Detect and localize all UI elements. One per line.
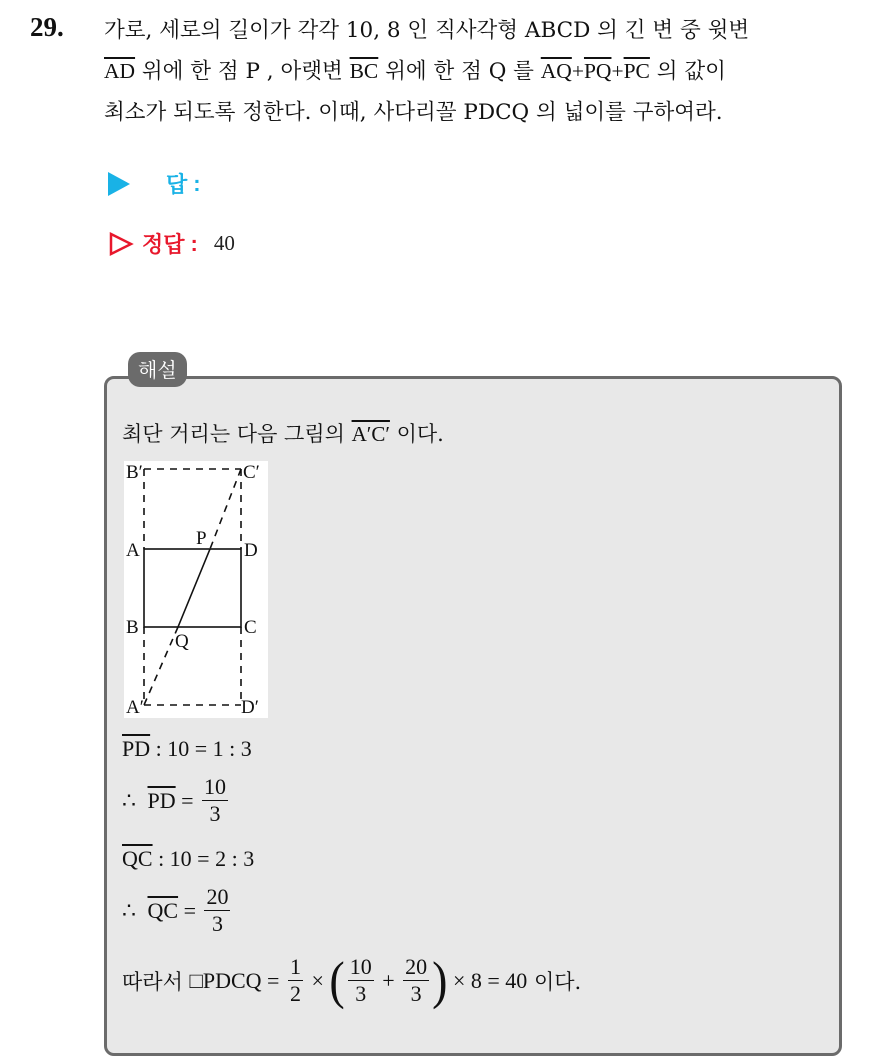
- times-sign: ×: [305, 967, 330, 993]
- numerator: 1: [289, 954, 301, 979]
- fraction-20-3-final: [403, 954, 429, 1007]
- solution-tab: 해설: [128, 352, 187, 387]
- question-line-2: [104, 51, 874, 92]
- denominator: 3: [355, 981, 367, 1006]
- segment-pq: $\overline{PQ}$: [583, 59, 612, 83]
- answer-colon: :: [193, 170, 201, 196]
- rectangle-abcd: [144, 549, 241, 627]
- question-line-2-text: 의 값이: [649, 59, 726, 84]
- answer-label: 답: [166, 172, 188, 197]
- segment-pq-line: [178, 549, 210, 627]
- segment-aq: $\overline{AQ}$: [540, 59, 572, 83]
- correct-answer-colon: :: [190, 230, 198, 256]
- label-d1: D′: [241, 697, 259, 718]
- numerator: 20: [405, 954, 428, 979]
- solution-intro: [122, 418, 444, 448]
- label-c1: C′: [243, 462, 260, 483]
- segment-qc: $\overline{QC}$: [147, 897, 179, 923]
- denominator: 3: [209, 801, 221, 826]
- numerator: 10: [349, 954, 372, 979]
- label-p: P: [196, 528, 207, 549]
- trapezoid-expr: □PDCQ =: [189, 967, 285, 993]
- equation-1: [122, 736, 252, 762]
- equals-sign: =: [178, 897, 202, 923]
- right-paren: ): [432, 950, 448, 1010]
- label-d: D: [244, 540, 258, 561]
- question-line-1: 가로, 세로의 길이가 각각 10, 8 인 직사각형 ABCD 의 긴 변 중 윗변: [104, 18, 750, 43]
- correct-answer-row: [108, 228, 235, 259]
- denominator: 3: [211, 911, 223, 936]
- reflection-figure: [124, 461, 268, 718]
- label-a: A: [126, 540, 140, 561]
- label-b: B: [126, 617, 139, 638]
- play-icon: [108, 172, 130, 196]
- question-text: [104, 10, 874, 133]
- final-text-suffix: 이다.: [527, 969, 582, 994]
- question-line-2-text: 위에 한 점 P , 아랫변: [135, 59, 350, 84]
- segment-a1c1: A′C′: [351, 422, 390, 446]
- final-result: × 8 = 40: [447, 967, 528, 993]
- segment-qc: $\overline{QC}$: [122, 846, 153, 871]
- label-q: Q: [175, 631, 189, 652]
- therefore-symbol: ∴: [122, 787, 142, 813]
- solution-intro-end: 이다.: [389, 422, 444, 446]
- therefore-symbol: ∴: [122, 897, 142, 923]
- fraction-10-3-final: [348, 954, 374, 1007]
- numerator: 10: [204, 774, 227, 799]
- solution-intro-text: 최단 거리는 다음 그림의: [122, 422, 352, 446]
- fraction-20-3: [204, 884, 230, 937]
- fraction-1-2: [288, 954, 303, 1007]
- reflection-diagram: [124, 461, 268, 718]
- equals-sign: =: [175, 787, 200, 813]
- equation-3: [122, 846, 254, 872]
- plus-sign: +: [611, 59, 624, 83]
- left-paren: (: [329, 950, 345, 1010]
- question-line-2-text: 위에 한 점 Q 를: [378, 59, 541, 84]
- denominator: 3: [410, 981, 422, 1006]
- equation-4: [122, 884, 233, 937]
- numerator: 20: [206, 884, 229, 909]
- segment-pd: $\overline{PD}$: [122, 736, 151, 761]
- equation-2: [122, 774, 231, 827]
- label-c: C: [244, 617, 257, 638]
- denominator: 2: [289, 981, 301, 1006]
- final-text-prefix: 따라서: [122, 969, 190, 994]
- label-a1: A′: [126, 697, 144, 718]
- segment-ad: $\overline{AD}$: [104, 59, 136, 83]
- segment-bc: $\overline{BC}$: [349, 59, 379, 83]
- dashed-c1-p: [210, 469, 241, 549]
- label-b1: B′: [126, 462, 143, 483]
- play-outline-icon: [108, 231, 134, 257]
- segment-pd: $\overline{PD}$: [147, 787, 176, 813]
- question-line-3: 최소가 되도록 정한다. 이때, 사다리꼴 PDCQ 의 넓이를 구하여라.: [104, 100, 723, 125]
- answer-row: [108, 168, 201, 199]
- fraction-10-3: [202, 774, 228, 827]
- correct-answer-value: 40: [213, 231, 235, 255]
- plus-sign: +: [571, 59, 584, 83]
- final-equation: [122, 950, 582, 1010]
- equation-3-rest: : 10 = 2 : 3: [152, 846, 255, 871]
- plus-sign: +: [376, 967, 401, 993]
- segment-pc: $\overline{PC}$: [623, 59, 650, 83]
- equation-1-rest: : 10 = 1 : 3: [150, 736, 252, 761]
- dashed-q-a1: [144, 627, 178, 705]
- question-number: 29.: [30, 12, 64, 42]
- correct-answer-label: 정답: [142, 232, 185, 257]
